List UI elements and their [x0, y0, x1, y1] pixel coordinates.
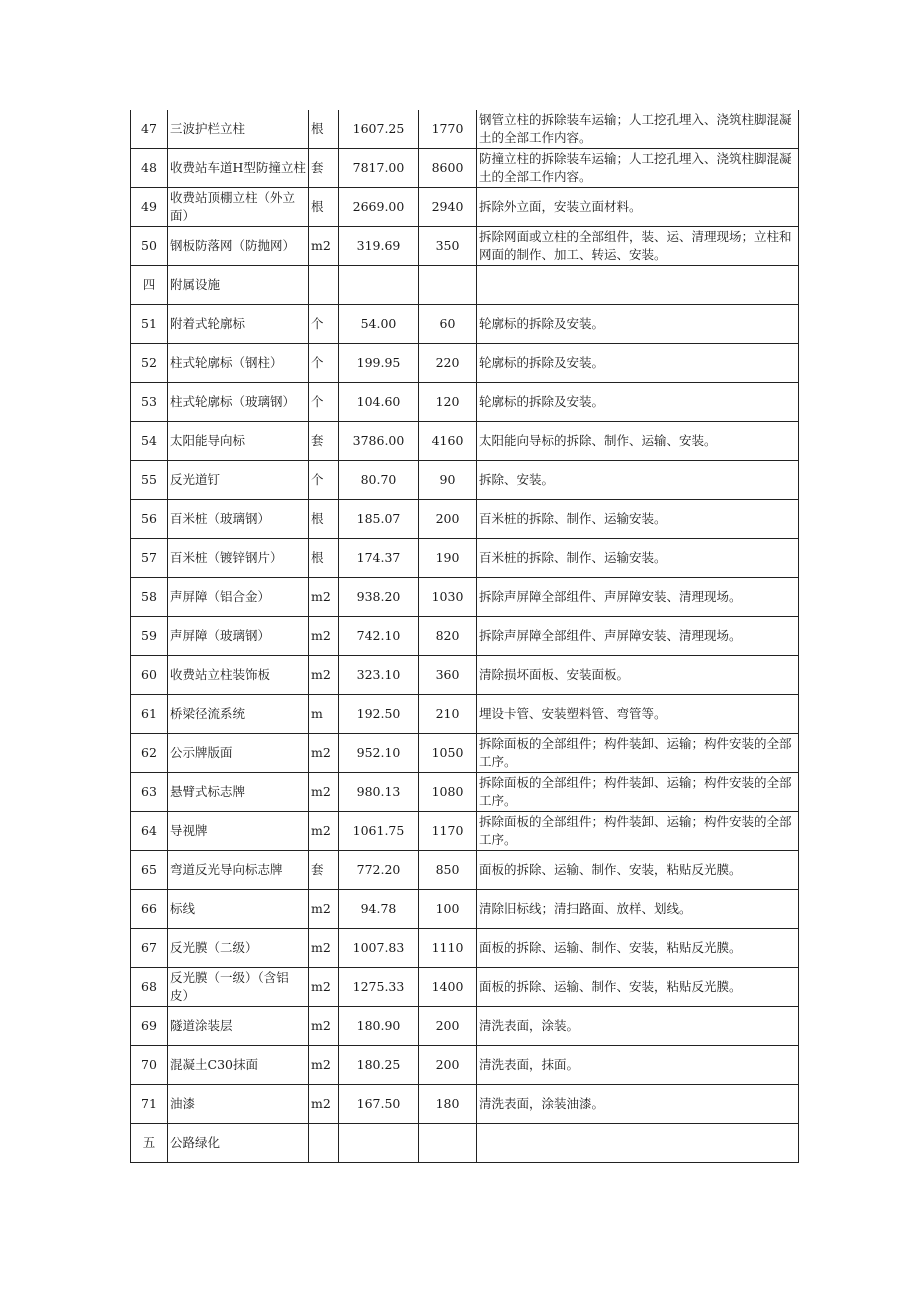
- work-content-cell: 拆除面板的全部组件；构件装卸、运输；构件安装的全部工序。: [477, 773, 799, 812]
- base-price-cell: 319.69: [339, 227, 419, 266]
- base-price-cell: 952.10: [339, 734, 419, 773]
- item-name-cell: 反光膜（一级）（含铝皮）: [168, 968, 309, 1007]
- limit-price-cell: 100: [419, 890, 477, 929]
- unit-cell: 个: [309, 344, 339, 383]
- item-number-cell: 67: [131, 929, 168, 968]
- item-number-cell: 62: [131, 734, 168, 773]
- unit-cell: m2: [309, 890, 339, 929]
- unit-cell: 个: [309, 383, 339, 422]
- base-price-cell: 1007.83: [339, 929, 419, 968]
- limit-price-cell: 60: [419, 305, 477, 344]
- work-content-cell: 清洗表面，涂装。: [477, 1007, 799, 1046]
- work-content-cell: 防撞立柱的拆除装车运输；人工挖孔埋入、浇筑柱脚混凝土的全部工作内容。: [477, 149, 799, 188]
- table-row: [131, 1124, 799, 1163]
- item-name-cell: 太阳能导向标: [168, 422, 309, 461]
- work-content-cell: 清除损坏面板、安装面板。: [477, 656, 799, 695]
- item-number-cell: 63: [131, 773, 168, 812]
- work-content-cell: 面板的拆除、运输、制作、安装，粘贴反光膜。: [477, 851, 799, 890]
- table-row: [131, 1007, 799, 1046]
- unit-cell: m2: [309, 656, 339, 695]
- limit-price-cell: 1110: [419, 929, 477, 968]
- item-number-cell: 54: [131, 422, 168, 461]
- item-name-cell: 弯道反光导向标志牌: [168, 851, 309, 890]
- work-content-cell: 拆除面板的全部组件；构件装卸、运输；构件安装的全部工序。: [477, 812, 799, 851]
- work-content-cell: 太阳能向导标的拆除、制作、运输、安装。: [477, 422, 799, 461]
- item-number-cell: 61: [131, 695, 168, 734]
- unit-cell: 根: [309, 539, 339, 578]
- item-number-cell: 48: [131, 149, 168, 188]
- work-content-cell: 面板的拆除、运输、制作、安装，粘贴反光膜。: [477, 968, 799, 1007]
- table-row: [131, 344, 799, 383]
- work-content-cell: 埋设卡管、安装塑料管、弯管等。: [477, 695, 799, 734]
- base-price-cell: 742.10: [339, 617, 419, 656]
- work-content-cell: 钢管立柱的拆除装车运输；人工挖孔埋入、浇筑柱脚混凝土的全部工作内容。: [477, 110, 799, 149]
- table-row: [131, 1046, 799, 1085]
- item-number-cell: 65: [131, 851, 168, 890]
- item-name-cell: 收费站顶棚立柱（外立面）: [168, 188, 309, 227]
- item-number-cell: 53: [131, 383, 168, 422]
- work-content-cell: 面板的拆除、运输、制作、安装，粘贴反光膜。: [477, 929, 799, 968]
- base-price-cell: 104.60: [339, 383, 419, 422]
- item-number-cell: 五: [131, 1124, 168, 1163]
- base-price-cell: 180.90: [339, 1007, 419, 1046]
- work-content-cell: [477, 266, 799, 305]
- base-price-cell: [339, 1124, 419, 1163]
- work-content-cell: 拆除网面或立柱的全部组件，装、运、清理现场；立柱和网面的制作、加工、转运、安装。: [477, 227, 799, 266]
- table-body: [131, 110, 799, 1163]
- table-row: [131, 1085, 799, 1124]
- limit-price-cell: 200: [419, 1007, 477, 1046]
- work-content-cell: 百米桩的拆除、制作、运输安装。: [477, 500, 799, 539]
- item-number-cell: 55: [131, 461, 168, 500]
- table-row: [131, 734, 799, 773]
- table-row: [131, 188, 799, 227]
- table-row: [131, 812, 799, 851]
- item-name-cell: 声屏障（玻璃钢）: [168, 617, 309, 656]
- item-number-cell: 69: [131, 1007, 168, 1046]
- item-name-cell: 百米桩（镀锌钢片）: [168, 539, 309, 578]
- unit-cell: m2: [309, 773, 339, 812]
- item-number-cell: 49: [131, 188, 168, 227]
- unit-cell: m2: [309, 227, 339, 266]
- base-price-cell: 180.25: [339, 1046, 419, 1085]
- item-name-cell: 收费站立柱装饰板: [168, 656, 309, 695]
- table-row: [131, 929, 799, 968]
- table-row: [131, 461, 799, 500]
- item-number-cell: 51: [131, 305, 168, 344]
- table-row: [131, 422, 799, 461]
- base-price-cell: [339, 266, 419, 305]
- work-content-cell: 清除旧标线；清扫路面、放样、划线。: [477, 890, 799, 929]
- limit-price-cell: 850: [419, 851, 477, 890]
- limit-price-cell: 4160: [419, 422, 477, 461]
- item-name-cell: 悬臂式标志牌: [168, 773, 309, 812]
- item-number-cell: 52: [131, 344, 168, 383]
- item-name-cell: 钢板防落网（防抛网）: [168, 227, 309, 266]
- base-price-cell: 1275.33: [339, 968, 419, 1007]
- item-name-cell: 附属设施: [168, 266, 309, 305]
- limit-price-cell: [419, 266, 477, 305]
- limit-price-cell: 180: [419, 1085, 477, 1124]
- base-price-cell: 980.13: [339, 773, 419, 812]
- item-number-cell: 47: [131, 110, 168, 149]
- limit-price-cell: 200: [419, 1046, 477, 1085]
- work-content-cell: 拆除面板的全部组件；构件装卸、运输；构件安装的全部工序。: [477, 734, 799, 773]
- unit-cell: m2: [309, 578, 339, 617]
- limit-price-cell: 1050: [419, 734, 477, 773]
- item-number-cell: 66: [131, 890, 168, 929]
- base-price-cell: 2669.00: [339, 188, 419, 227]
- limit-price-cell: 1170: [419, 812, 477, 851]
- table-row: [131, 539, 799, 578]
- unit-cell: 套: [309, 422, 339, 461]
- unit-cell: 套: [309, 851, 339, 890]
- base-price-cell: 1607.25: [339, 110, 419, 149]
- limit-price-cell: 360: [419, 656, 477, 695]
- unit-cell: [309, 266, 339, 305]
- table-row: [131, 305, 799, 344]
- item-number-cell: 68: [131, 968, 168, 1007]
- unit-cell: m2: [309, 929, 339, 968]
- base-price-cell: 7817.00: [339, 149, 419, 188]
- limit-price-cell: 1770: [419, 110, 477, 149]
- item-number-cell: 58: [131, 578, 168, 617]
- item-number-cell: 50: [131, 227, 168, 266]
- item-name-cell: 百米桩（玻璃钢）: [168, 500, 309, 539]
- work-content-cell: 拆除、安装。: [477, 461, 799, 500]
- base-price-cell: 323.10: [339, 656, 419, 695]
- limit-price-cell: 350: [419, 227, 477, 266]
- item-name-cell: 公路绿化: [168, 1124, 309, 1163]
- item-name-cell: 导视牌: [168, 812, 309, 851]
- item-name-cell: 桥梁径流系统: [168, 695, 309, 734]
- work-content-cell: 清洗表面，涂装油漆。: [477, 1085, 799, 1124]
- base-price-cell: 80.70: [339, 461, 419, 500]
- table-row: [131, 773, 799, 812]
- item-number-cell: 70: [131, 1046, 168, 1085]
- table-row: [131, 656, 799, 695]
- unit-cell: 根: [309, 188, 339, 227]
- limit-price-cell: 8600: [419, 149, 477, 188]
- table-row: [131, 383, 799, 422]
- item-name-cell: 隧道涂装层: [168, 1007, 309, 1046]
- item-name-cell: 混凝土C30抹面: [168, 1046, 309, 1085]
- item-number-cell: 56: [131, 500, 168, 539]
- table-row: [131, 266, 799, 305]
- table-row: [131, 110, 799, 149]
- item-name-cell: 声屏障（铝合金）: [168, 578, 309, 617]
- limit-price-cell: 1030: [419, 578, 477, 617]
- unit-cell: m2: [309, 1085, 339, 1124]
- work-content-cell: 轮廓标的拆除及安装。: [477, 305, 799, 344]
- item-name-cell: 标线: [168, 890, 309, 929]
- item-name-cell: 反光膜（二级）: [168, 929, 309, 968]
- unit-cell: m2: [309, 617, 339, 656]
- base-price-cell: 174.37: [339, 539, 419, 578]
- unit-cell: 套: [309, 149, 339, 188]
- base-price-cell: 3786.00: [339, 422, 419, 461]
- base-price-cell: 192.50: [339, 695, 419, 734]
- work-content-cell: [477, 1124, 799, 1163]
- item-name-cell: 反光道钉: [168, 461, 309, 500]
- table-row: [131, 851, 799, 890]
- table-row: [131, 890, 799, 929]
- base-price-cell: 772.20: [339, 851, 419, 890]
- unit-cell: 根: [309, 110, 339, 149]
- item-number-cell: 57: [131, 539, 168, 578]
- limit-price-cell: 2940: [419, 188, 477, 227]
- price-table: [130, 110, 799, 1163]
- unit-cell: m: [309, 695, 339, 734]
- item-number-cell: 四: [131, 266, 168, 305]
- limit-price-cell: 1400: [419, 968, 477, 1007]
- work-content-cell: 拆除声屏障全部组件、声屏障安装、清理现场。: [477, 578, 799, 617]
- limit-price-cell: [419, 1124, 477, 1163]
- limit-price-cell: 1080: [419, 773, 477, 812]
- table-row: [131, 695, 799, 734]
- item-name-cell: 油漆: [168, 1085, 309, 1124]
- item-name-cell: 收费站车道H型防撞立柱: [168, 149, 309, 188]
- table-row: [131, 227, 799, 266]
- item-name-cell: 三波护栏立柱: [168, 110, 309, 149]
- limit-price-cell: 190: [419, 539, 477, 578]
- work-content-cell: 拆除外立面，安装立面材料。: [477, 188, 799, 227]
- base-price-cell: 938.20: [339, 578, 419, 617]
- limit-price-cell: 210: [419, 695, 477, 734]
- table-row: [131, 578, 799, 617]
- unit-cell: m2: [309, 734, 339, 773]
- unit-cell: 个: [309, 461, 339, 500]
- unit-cell: m2: [309, 812, 339, 851]
- limit-price-cell: 220: [419, 344, 477, 383]
- base-price-cell: 167.50: [339, 1085, 419, 1124]
- unit-cell: 个: [309, 305, 339, 344]
- base-price-cell: 185.07: [339, 500, 419, 539]
- item-name-cell: 柱式轮廓标（钢柱）: [168, 344, 309, 383]
- table-row: [131, 968, 799, 1007]
- unit-cell: m2: [309, 968, 339, 1007]
- limit-price-cell: 90: [419, 461, 477, 500]
- item-number-cell: 64: [131, 812, 168, 851]
- work-content-cell: 轮廓标的拆除及安装。: [477, 344, 799, 383]
- base-price-cell: 1061.75: [339, 812, 419, 851]
- work-content-cell: 拆除声屏障全部组件、声屏障安装、清理现场。: [477, 617, 799, 656]
- table-row: [131, 617, 799, 656]
- unit-cell: [309, 1124, 339, 1163]
- limit-price-cell: 120: [419, 383, 477, 422]
- limit-price-cell: 820: [419, 617, 477, 656]
- base-price-cell: 199.95: [339, 344, 419, 383]
- table-row: [131, 500, 799, 539]
- table-row: [131, 149, 799, 188]
- item-number-cell: 60: [131, 656, 168, 695]
- unit-cell: m2: [309, 1007, 339, 1046]
- work-content-cell: 百米桩的拆除、制作、运输安装。: [477, 539, 799, 578]
- unit-cell: m2: [309, 1046, 339, 1085]
- item-number-cell: 71: [131, 1085, 168, 1124]
- work-content-cell: 清洗表面，抹面。: [477, 1046, 799, 1085]
- item-name-cell: 附着式轮廓标: [168, 305, 309, 344]
- item-name-cell: 公示牌版面: [168, 734, 309, 773]
- work-content-cell: 轮廓标的拆除及安装。: [477, 383, 799, 422]
- unit-cell: 根: [309, 500, 339, 539]
- base-price-cell: 94.78: [339, 890, 419, 929]
- base-price-cell: 54.00: [339, 305, 419, 344]
- limit-price-cell: 200: [419, 500, 477, 539]
- item-number-cell: 59: [131, 617, 168, 656]
- item-name-cell: 柱式轮廓标（玻璃钢）: [168, 383, 309, 422]
